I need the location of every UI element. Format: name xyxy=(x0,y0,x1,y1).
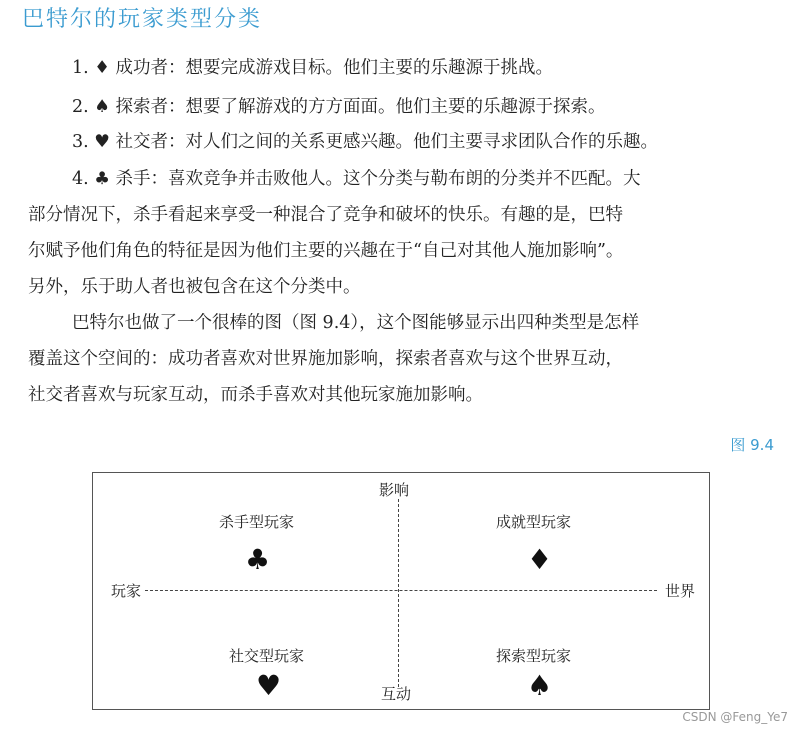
axis-label-bottom: 互动 xyxy=(381,685,412,703)
paragraph-line: 社交者喜欢与玩家互动，而杀手喜欢对其他玩家施加影响。 xyxy=(28,385,483,405)
club-icon: ♣ xyxy=(245,543,271,576)
quadrant-label-top-left: 杀手型玩家 xyxy=(219,513,295,531)
horizontal-axis xyxy=(145,590,657,591)
diamond-icon: ♦ xyxy=(94,58,110,78)
paragraph-line: 覆盖这个空间的：成功者喜欢对世界施加影响，探索者喜欢与这个世界互动， xyxy=(28,349,623,369)
list-item-3: 3. ♥ 社交者：对人们之间的关系更感兴趣。他们主要寻求团队合作的乐趣。 xyxy=(72,132,659,152)
axis-label-left: 玩家 xyxy=(111,582,142,600)
paragraph-line: 另外，乐于助人者也被包含在这个分类中。 xyxy=(28,277,361,297)
watermark: CSDN @Feng_Ye7 xyxy=(682,710,788,724)
paragraph-line: 部分情况下，杀手看起来享受一种混合了竞争和破坏的快乐。有趣的是，巴特 xyxy=(28,205,623,225)
quadrant-label-bottom-right: 探索型玩家 xyxy=(496,647,572,665)
axis-label-right: 世界 xyxy=(665,582,696,600)
quadrant-label-top-right: 成就型玩家 xyxy=(496,513,572,531)
paragraph-line: 巴特尔也做了一个很棒的图（图 9.4），这个图能够显示出四种类型是怎样 xyxy=(72,313,640,333)
list-item-4: 4. ♣ 杀手：喜欢竞争并击败他人。这个分类与勒布朗的分类并不匹配。大 xyxy=(72,169,641,189)
player-types-diagram xyxy=(92,472,710,710)
section-heading: 巴特尔的玩家类型分类 xyxy=(22,7,263,32)
club-icon: ♣ xyxy=(94,169,110,189)
spade-icon: ♠ xyxy=(527,669,553,702)
diamond-icon: ♦ xyxy=(527,543,553,576)
list-item-2: 2. ♠ 探索者：想要了解游戏的方方面面。他们主要的乐趣源于探索。 xyxy=(72,97,606,117)
heart-icon: ♥ xyxy=(94,132,110,152)
heart-icon: ♥ xyxy=(256,669,282,702)
quadrant-label-bottom-left: 社交型玩家 xyxy=(229,647,305,665)
figure-caption: 图 9.4 xyxy=(730,436,774,454)
list-item-1: 1. ♦ 成功者：想要完成游戏目标。他们主要的乐趣源于挑战。 xyxy=(72,58,554,78)
paragraph-line: 尔赋予他们角色的特征是因为他们主要的兴趣在于“自己对其他人施加影响”。 xyxy=(28,241,624,261)
axis-label-top: 影响 xyxy=(379,481,410,499)
spade-icon: ♠ xyxy=(94,97,110,117)
vertical-axis xyxy=(398,499,399,687)
